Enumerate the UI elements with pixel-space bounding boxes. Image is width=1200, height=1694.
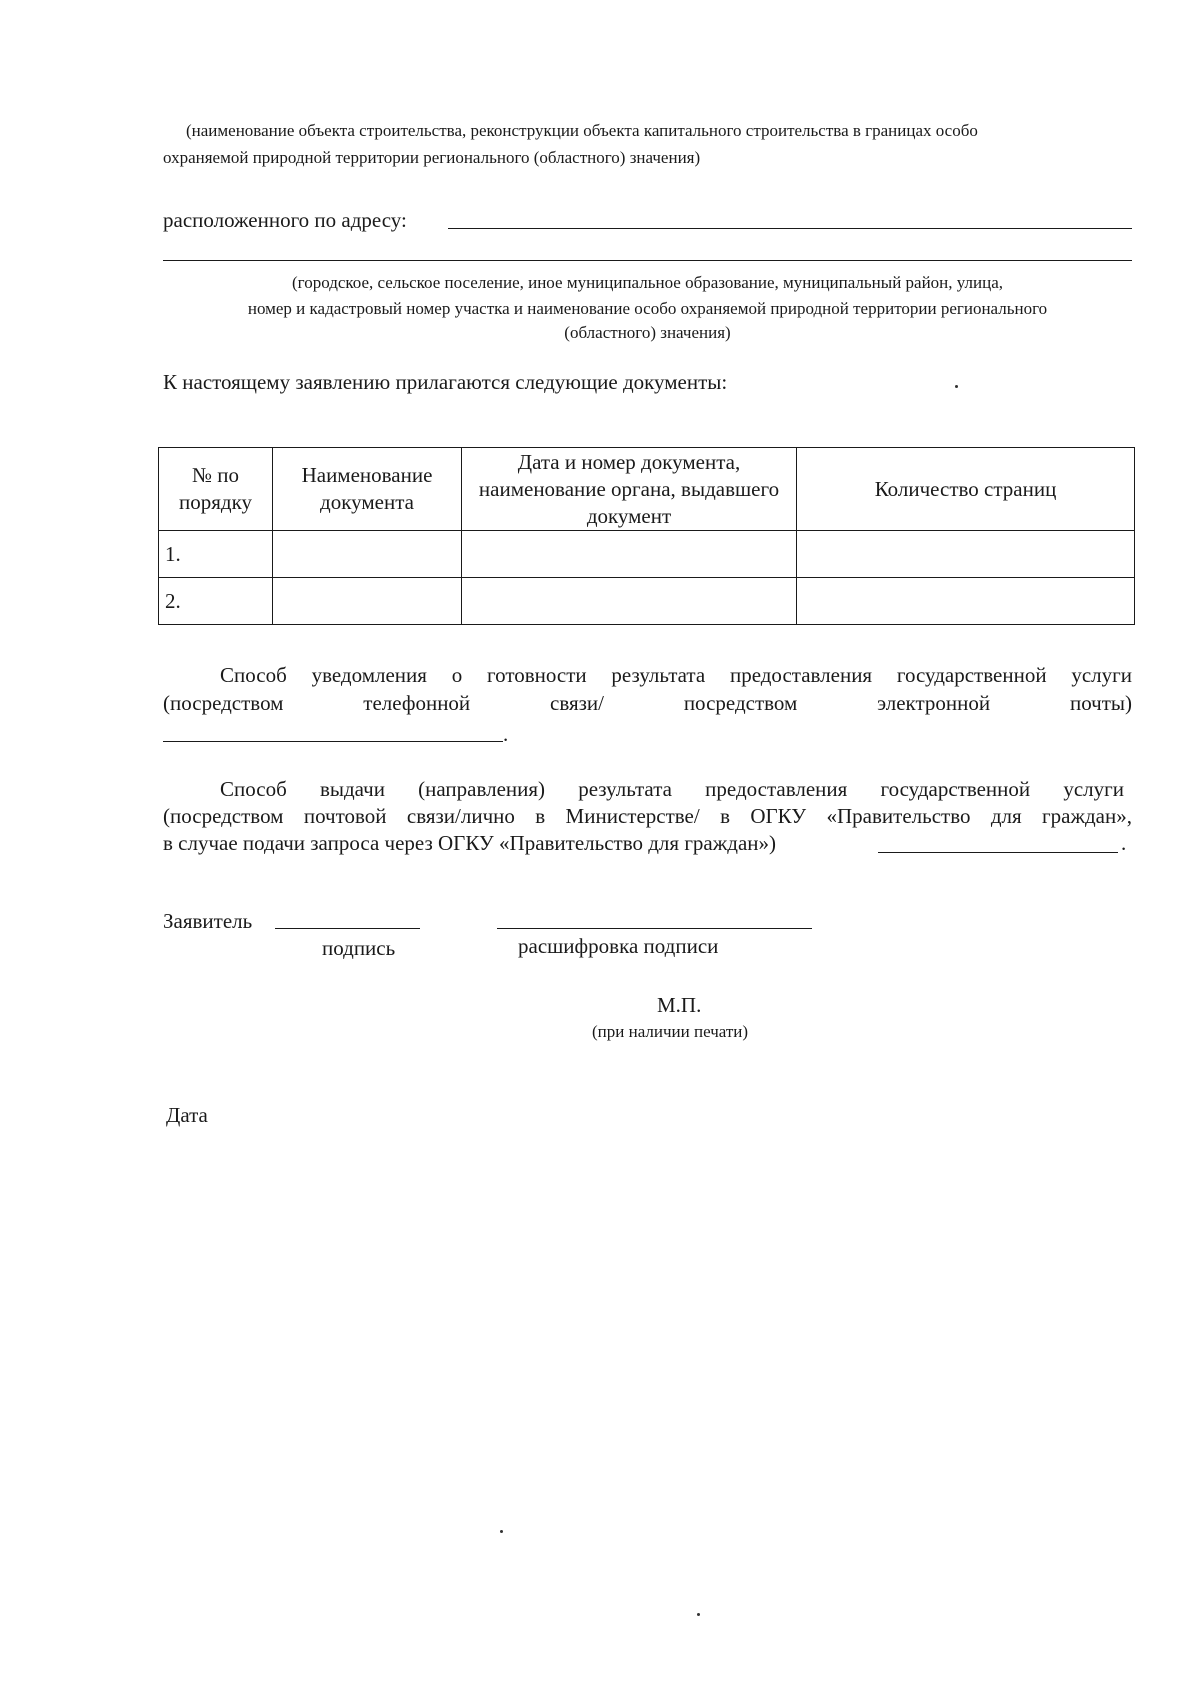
- delivery-input-line[interactable]: [878, 852, 1118, 853]
- row-doc-name-cell[interactable]: [273, 578, 462, 625]
- delivery-line-1: Способ выдачи (направления) результата предоставления государственной услуги: [220, 777, 1124, 801]
- address-caption-line-1: (городское, сельское поселение, иное муниципальное образование, муниципальный район, улица,: [291, 273, 1004, 292]
- address-input-line-2[interactable]: [163, 260, 1132, 261]
- date-label: Дата: [166, 1103, 208, 1127]
- delivery-line-2: (посредством почтовой связи/лично в Министерстве/ в ОГКУ «Правительство для граждан»,: [163, 804, 1132, 828]
- row-date-cell[interactable]: [462, 578, 797, 625]
- scan-speck: [955, 385, 958, 388]
- row-number: 2.: [159, 578, 273, 625]
- notification-input-line[interactable]: [163, 741, 503, 742]
- notification-line-2: (посредством телефонной связи/ посредством электронной почты): [163, 691, 1132, 715]
- applicant-label: Заявитель: [163, 909, 253, 933]
- delivery-end: .: [1121, 831, 1127, 855]
- row-date-cell[interactable]: [462, 531, 797, 578]
- header-date-number: Дата и номер документа, наименование органа, выдавшего документ: [462, 448, 797, 531]
- documents-table: [158, 447, 1135, 625]
- signature-decoding-input-line[interactable]: [497, 928, 812, 929]
- row-number: 1.: [159, 531, 273, 578]
- decoding-caption: расшифровка подписи: [518, 934, 719, 958]
- notification-line-1: Способ уведомления о готовности результата предоставления государственной услуги: [220, 663, 1132, 687]
- address-input-line[interactable]: [448, 228, 1132, 229]
- stamp-label: М.П.: [657, 993, 702, 1017]
- delivery-line-3: в случае подачи запроса через ОГКУ «Правительство для граждан»): [163, 831, 776, 855]
- header-number: № по порядку: [159, 448, 273, 531]
- address-caption-line-3: (областного) значения): [564, 323, 731, 342]
- notification-end: .: [503, 722, 509, 746]
- scan-speck: [500, 1530, 503, 1533]
- header-doc-name: Наименование документа: [273, 448, 462, 531]
- table-row: [159, 578, 1135, 625]
- signature-input-line[interactable]: [275, 928, 420, 929]
- scan-speck: [697, 1613, 700, 1616]
- table-row: [159, 531, 1135, 578]
- row-pages-cell[interactable]: [797, 531, 1135, 578]
- address-label: расположенного по адресу:: [163, 208, 407, 232]
- attachments-intro: К настоящему заявлению прилагаются следующие документы:: [163, 370, 728, 394]
- object-caption-line-2: охраняемой природной территории регионального (областного) значения): [163, 148, 701, 167]
- stamp-caption: (при наличии печати): [592, 1022, 749, 1041]
- address-caption-line-2: номер и кадастровый номер участка и наименование особо охраняемой природной территории регионального: [247, 299, 1048, 318]
- object-caption-line-1: (наименование объекта строительства, реконструкции объекта капитального строительства в границах особо: [186, 121, 978, 140]
- table-header-row: [159, 448, 1135, 531]
- row-pages-cell[interactable]: [797, 578, 1135, 625]
- signature-caption: подпись: [322, 936, 396, 960]
- header-page-count: Количество страниц: [797, 448, 1135, 531]
- row-doc-name-cell[interactable]: [273, 531, 462, 578]
